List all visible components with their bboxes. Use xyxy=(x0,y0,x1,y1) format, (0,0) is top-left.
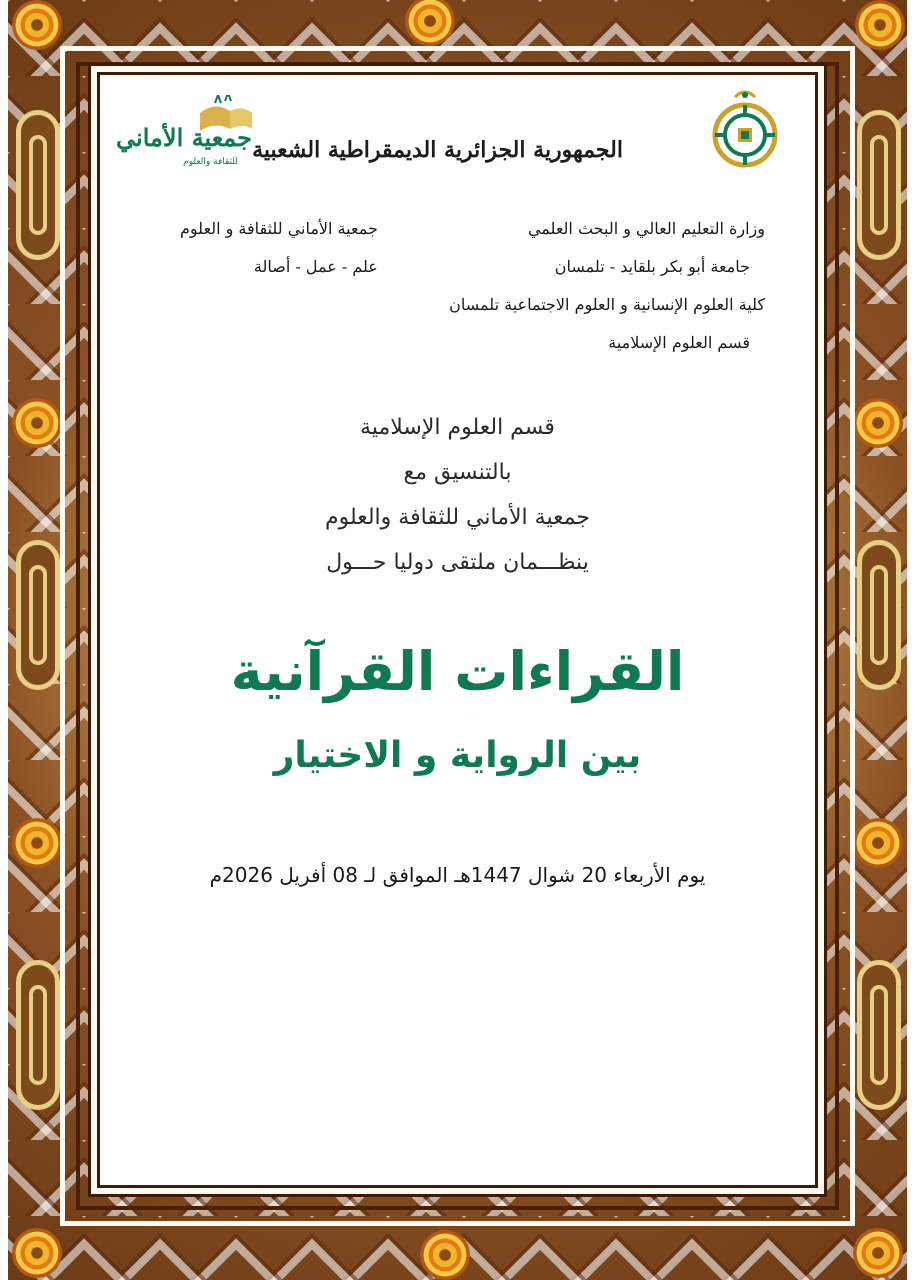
organizer-line: قسم العلوم الإسلامية xyxy=(360,415,555,440)
interlace-ornament xyxy=(16,540,60,690)
association-motto: علم - عمل - أصالة xyxy=(253,257,378,276)
interlace-ornament xyxy=(857,110,901,260)
organizer-line: جمعية الأماني للثقافة والعلوم xyxy=(324,505,591,530)
republic-heading: الجمهورية الجزائرية الديمقراطية الشعبية xyxy=(252,137,623,163)
flower-ornament xyxy=(855,0,905,50)
interlace-ornament xyxy=(16,110,60,260)
interlace-ornament xyxy=(857,960,901,1110)
interlace-ornament xyxy=(857,540,901,690)
association-logo-text: جمعية الأماني xyxy=(116,123,252,152)
organizer-line: ينظـــمان ملتقى دوليا حـــول xyxy=(326,550,589,575)
flower-ornament xyxy=(853,398,903,448)
interlace-ornament xyxy=(16,960,60,1110)
organizers-block xyxy=(100,405,815,585)
university-emblem-icon xyxy=(705,85,785,180)
flower-ornament xyxy=(853,1228,903,1278)
institution-block xyxy=(449,210,765,362)
faculty-line: كلية العلوم الإنسانية و العلوم الاجتماعية تلمسان xyxy=(449,295,765,314)
association-block xyxy=(180,210,378,286)
flower-ornament xyxy=(853,818,903,868)
flower-ornament xyxy=(12,818,62,868)
university-line: جامعة أبو بكر بلقايد - تلمسان xyxy=(554,257,750,276)
association-logo-subtext: للثقافة والعلوم xyxy=(183,157,238,167)
flower-ornament xyxy=(420,1230,470,1280)
flower-ornament xyxy=(12,398,62,448)
ministry-line: وزارة التعليم العالي و البحث العلمي xyxy=(527,219,765,238)
event-date: يوم الأربعاء 20 شوال 1447هـ الموافق لـ 08 أفريل 2026م xyxy=(209,863,706,887)
flower-ornament xyxy=(12,0,62,50)
event-subtitle: بين الرواية و الاختيار xyxy=(273,735,642,776)
department-line: قسم العلوم الإسلامية xyxy=(608,333,750,352)
event-title: القراءات القرآنية xyxy=(230,640,685,703)
flower-ornament xyxy=(12,1228,62,1278)
content-area xyxy=(100,75,815,1185)
organizer-line: بالتنسيق مع xyxy=(403,460,512,485)
association-name: جمعية الأماني للثقافة و العلوم xyxy=(180,219,378,238)
